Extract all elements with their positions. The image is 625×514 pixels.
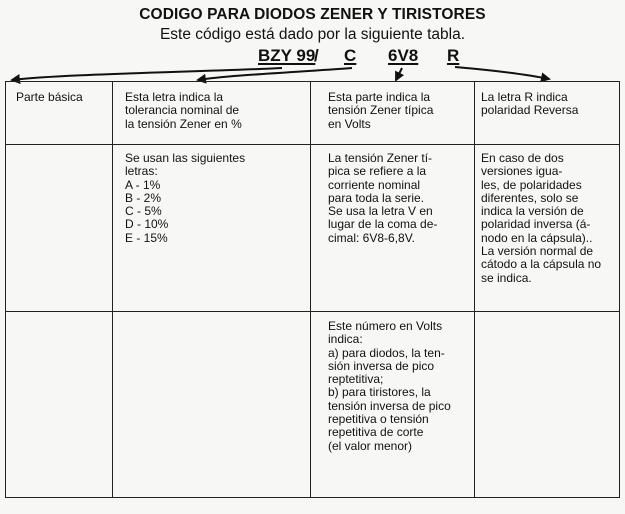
code-tolerance-letter: C bbox=[344, 46, 357, 65]
cell-basic-part-empty bbox=[6, 145, 113, 312]
cell-reverse-description: En caso de dos versiones igua- les, de polaridades diferentes, solo se indica la versión de polaridad inversa (á- nodo en la cápsula).. La versión normal de cátodo a la cápsula no se indica. bbox=[475, 145, 620, 312]
cell-reverse-header: La letra R indica polaridad Reversa bbox=[475, 82, 620, 145]
cell-empty-2 bbox=[113, 312, 311, 498]
code-slash: / bbox=[314, 46, 319, 65]
page-subtitle: Este código está dado por la siguiente tabla. bbox=[159, 26, 466, 43]
cell-voltage-number-description: Este número en Volts indica: a) para diodos, la ten- sión inversa de pico reptetitiva; b) para tiristores, la tensión inversa de pico repetitiva o tensión repetitiva de corte (el valor menor) bbox=[311, 312, 475, 498]
table-row-voltage-number bbox=[6, 312, 620, 498]
arrow-to-voltage bbox=[396, 68, 402, 80]
arrow-to-reverse bbox=[455, 67, 549, 79]
cell-voltage-description: La tensión Zener tí- pica se refiere a la corriente nominal para toda la serie. Se usa la letra V en lugar de la coma de- cimal: 6V8-6,8V. bbox=[311, 145, 475, 312]
cell-empty-1 bbox=[6, 312, 113, 498]
table-row-details bbox=[6, 145, 620, 312]
cell-tolerance-header: Esta letra indica la tolerancia nominal de la tensión Zener en % bbox=[113, 82, 311, 145]
code-table bbox=[5, 81, 620, 498]
cell-tolerance-letters: Se usan las siguientes letras: A - 1% B - 2% C - 5% D - 10% E - 15% bbox=[113, 145, 311, 312]
cell-basic-part-header: Parte básica bbox=[6, 82, 113, 145]
table-row-header bbox=[6, 82, 620, 145]
page-title: CODIGO PARA DIODOS ZENER Y TIRISTORES bbox=[139, 6, 486, 23]
cell-empty-4 bbox=[475, 312, 620, 498]
arrow-to-basic-part bbox=[12, 68, 282, 80]
code-reverse-letter: R bbox=[447, 46, 460, 65]
code-zener-voltage: 6V8 bbox=[388, 46, 419, 65]
code-basic-part: BZY 99 bbox=[258, 46, 316, 65]
cell-voltage-header: Esta parte indica la tensión Zener típica en Volts bbox=[311, 82, 475, 145]
